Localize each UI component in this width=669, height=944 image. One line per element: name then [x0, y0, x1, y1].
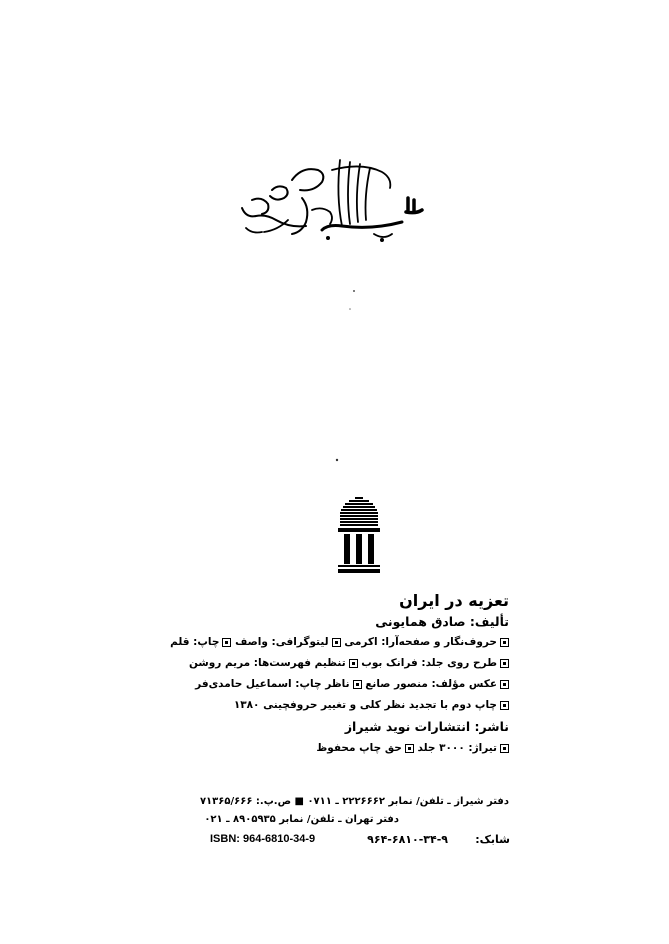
- credits-line-3: [179, 674, 509, 695]
- book-author: تألیف: صادق همایونی: [375, 614, 509, 629]
- bullet-square-icon: [222, 638, 231, 647]
- credit-author-photo: عکس مؤلف: منصور صانع: [365, 678, 497, 690]
- bullet-square-icon: [405, 744, 414, 753]
- bullet-square-icon: [500, 659, 509, 668]
- credit-lithography: لیتوگرافی: واصف: [235, 636, 329, 648]
- colophon: [170, 590, 509, 759]
- bullet-square-icon: [500, 680, 509, 689]
- basmala-calligraphy: [232, 150, 432, 260]
- bullet-square-icon: [349, 659, 358, 668]
- credit-cover-design: طرح روی جلد: فرانک بوب: [361, 657, 497, 669]
- bullet-square-icon: [332, 638, 341, 647]
- credit-index: تنظیم فهرست‌ها: مریم روشن: [188, 657, 346, 669]
- speck-mark: [332, 455, 342, 465]
- isbn-latin: ISBN: 964-6810-34-9: [210, 833, 316, 845]
- publisher-name: ناشر: انتشارات نوید شیراز: [344, 719, 509, 734]
- credit-print-supervisor: ناظر چاپ: اسماعیل حامدی‌فر: [195, 678, 350, 690]
- bullet-square-icon: [500, 701, 509, 710]
- publisher-logo: [338, 497, 380, 575]
- bullet-square-icon: [500, 744, 509, 753]
- credit-printing: چاپ: قلم: [170, 636, 220, 648]
- address-tehran: دفتر تهران ـ تلفن/ نمابر ۸۹۰۵۹۳۵ ـ ۰۲۱: [204, 814, 399, 825]
- address-shiraz: دفتر شیراز ـ تلفن/ نمابر ۲۲۲۶۶۶۲ ـ ۰۷۱۱ ■ ص.پ.: ۷۱۳۶۵/۶۶۶: [199, 796, 509, 807]
- print-run: تیراژ: ۳۰۰۰ جلد: [417, 742, 497, 754]
- credits-line-2: [179, 653, 509, 674]
- credits-line-4: [179, 695, 509, 716]
- book-title: تعزیه در ایران: [399, 591, 509, 610]
- isbn-label: شابک:: [475, 833, 510, 846]
- speck-marks: [340, 285, 380, 315]
- credit-typesetter: حروف‌نگار و صفحه‌آرا: اکرمی: [344, 636, 497, 648]
- credits-line-1: [170, 632, 509, 653]
- print-run-line: [179, 738, 509, 759]
- edition-note: چاپ دوم با تجدید نظر کلی و تغییر حروفچینی ۱۳۸۰: [233, 699, 497, 711]
- copyright-notice: حق چاپ محفوظ: [316, 742, 402, 754]
- bullet-square-icon: [353, 680, 362, 689]
- bullet-square-icon: [500, 638, 509, 647]
- isbn-persian: ۹۶۴-۶۸۱۰-۳۴-۹: [367, 833, 448, 846]
